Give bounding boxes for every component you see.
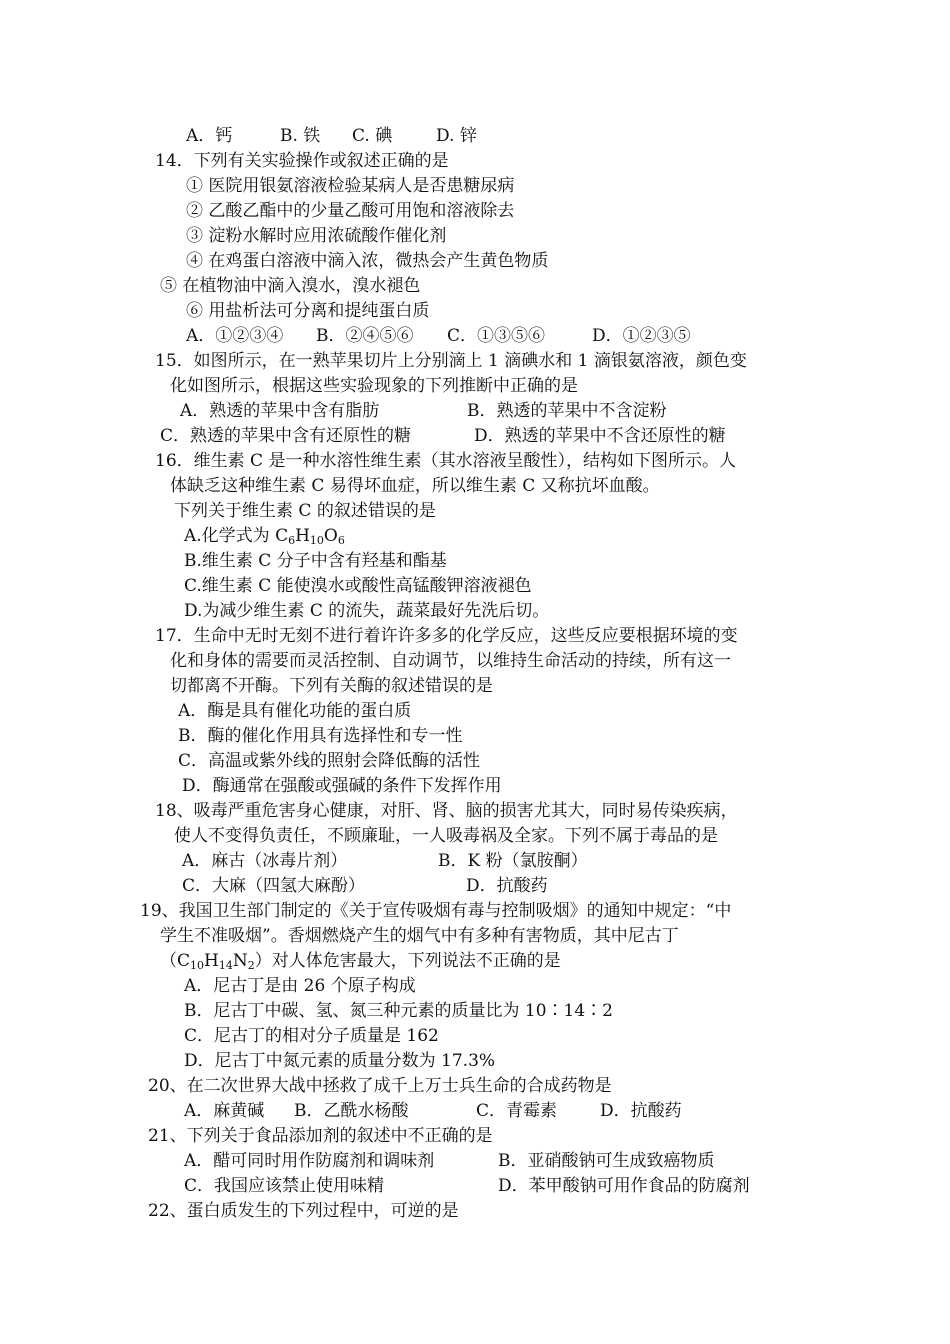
q19-stem-line2: 学生不准吸烟”。香烟燃烧产生的烟气中有多种有害物质，其中尼古丁 bbox=[160, 926, 679, 946]
q18-option-d: D．抗酸药 bbox=[466, 876, 548, 896]
q21-option-b: B．亚硝酸钠可生成致癌物质 bbox=[498, 1151, 715, 1171]
q19-option-b: B．尼古丁中碳、氢、氮三种元素的质量比为 10∶14∶2 bbox=[184, 1001, 613, 1021]
q18-option-c: C．大麻（四氢大麻酚） bbox=[182, 876, 366, 896]
q15-option-a: A．熟透的苹果中含有脂肪 bbox=[180, 401, 380, 421]
q16-stem-line3: 下列关于维生素 C 的叙述错误的是 bbox=[174, 501, 436, 521]
q14-item-1: ① 医院用银氨溶液检验某病人是否患糖尿病 bbox=[186, 176, 515, 196]
q20-stem: 20、在二次世界大战中拯救了成千上万士兵生命的合成药物是 bbox=[148, 1076, 612, 1096]
q15-option-c: C．熟透的苹果中含有还原性的糖 bbox=[160, 426, 412, 446]
q17-option-a: A．酶是具有催化功能的蛋白质 bbox=[178, 701, 412, 721]
q14-item-2: ② 乙酸乙酯中的少量乙酸可用饱和溶液除去 bbox=[186, 201, 515, 221]
q14-options bbox=[186, 324, 691, 348]
q17-stem-line3: 切都离不开酶。下列有关酶的叙述错误的是 bbox=[170, 676, 493, 696]
q18-option-a: A．麻古（冰毒片剂） bbox=[182, 851, 348, 871]
q17-stem-line1: 17．生命中无时无刻不进行着许许多多的化学反应，这些反应要根据环境的变 bbox=[155, 626, 738, 646]
q21-option-a: A．醋可同时用作防腐剂和调味剂 bbox=[184, 1151, 435, 1171]
q20-option-c: C．青霉素 bbox=[476, 1101, 558, 1121]
q21-options-row2 bbox=[184, 1174, 750, 1198]
q20-options bbox=[184, 1099, 682, 1123]
q14-item-3: ③ 淀粉水解时应用浓硫酸作催化剂 bbox=[186, 226, 447, 246]
q20-option-a: A．麻黄碱 bbox=[184, 1101, 265, 1121]
q13-option-c: C. 碘 bbox=[352, 126, 393, 146]
q14-item-4: ④ 在鸡蛋白溶液中滴入浓，微热会产生黄色物质 bbox=[186, 251, 549, 271]
q18-option-b: B．K 粉（氯胺酮） bbox=[438, 851, 588, 871]
q16-stem-line1: 16．维生素 C 是一种水溶性维生素（其水溶液呈酸性），结构如下图所示。人 bbox=[155, 451, 736, 471]
q18-stem-line2: 使人不变得负责任，不顾廉耻，一人吸毒祸及全家。下列不属于毒品的是 bbox=[174, 826, 718, 846]
q20-option-b: B．乙酰水杨酸 bbox=[294, 1101, 409, 1121]
q15-options-row1 bbox=[180, 399, 667, 423]
q19-option-d: D．尼古丁中氮元素的质量分数为 17.3% bbox=[184, 1051, 496, 1071]
q14-item-5: ⑤ 在植物油中滴入溴水，溴水褪色 bbox=[160, 276, 421, 296]
q18-options-row2 bbox=[182, 874, 548, 898]
q13-options bbox=[186, 124, 477, 148]
q15-stem-line2: 化如图所示，根据这些实验现象的下列推断中正确的是 bbox=[170, 376, 578, 396]
q19-stem-line3: $(C_{10}H_{14}N_2)$对人体危害最大，下列说法不正确的是 bbox=[160, 951, 561, 972]
q19-option-a: A．尼古丁是由 26 个原子构成 bbox=[184, 976, 416, 996]
q19-stem-line1: 19、我国卫生部门制定的《关于宣传吸烟有毒与控制吸烟》的通知中规定：“中 bbox=[140, 901, 732, 921]
q17-option-b: B．酶的催化作用具有选择性和专一性 bbox=[178, 726, 463, 746]
q21-options-row1 bbox=[184, 1149, 715, 1173]
q13-option-a: A．钙 bbox=[186, 126, 233, 146]
q14-option-a: A．①②③④ bbox=[186, 326, 284, 346]
q17-stem-line2: 化和身体的需要而灵活控制、自动调节，以维持生命活动的持续，所有这一 bbox=[170, 651, 731, 671]
q15-option-d: D．熟透的苹果中不含还原性的糖 bbox=[474, 426, 726, 446]
q21-option-d: D．苯甲酸钠可用作食品的防腐剂 bbox=[498, 1176, 750, 1196]
q15-options-row2 bbox=[160, 424, 726, 448]
q16-option-a: A.化学式为 $C_6H_{10}O_6$ bbox=[184, 526, 345, 547]
q20-option-d: D．抗酸药 bbox=[600, 1101, 682, 1121]
q21-stem: 21、下列关于食品添加剂的叙述中不正确的是 bbox=[148, 1126, 493, 1146]
q14-stem: 14．下列有关实验操作或叙述正确的是 bbox=[155, 151, 449, 171]
q19-option-c: C．尼古丁的相对分子质量是 162 bbox=[184, 1026, 439, 1046]
q14-option-b: B．②④⑤⑥ bbox=[316, 326, 414, 346]
q14-option-d: D．①②③⑤ bbox=[592, 326, 691, 346]
q14-option-c: C．①③⑤⑥ bbox=[447, 326, 546, 346]
q17-option-c: C．高温或紫外线的照射会降低酶的活性 bbox=[178, 751, 481, 771]
q16-option-c: C.维生素 C 能使溴水或酸性高锰酸钾溶液褪色 bbox=[184, 576, 532, 596]
q16-option-b: B.维生素 C 分子中含有羟基和酯基 bbox=[184, 551, 447, 571]
q13-option-b: B. 铁 bbox=[280, 126, 321, 146]
q15-stem-line1: 15．如图所示，在一熟苹果切片上分别滴上 1 滴碘水和 1 滴银氨溶液，颜色变 bbox=[155, 351, 747, 371]
q17-option-d: D．酶通常在强酸或强碱的条件下发挥作用 bbox=[182, 776, 502, 796]
q15-option-b: B．熟透的苹果中不含淀粉 bbox=[467, 401, 667, 421]
q18-options-row1 bbox=[182, 849, 588, 873]
q14-item-6: ⑥ 用盐析法可分离和提纯蛋白质 bbox=[186, 301, 430, 321]
q16-option-d: D.为减少维生素 C 的流失，蔬菜最好先洗后切。 bbox=[184, 601, 550, 621]
q16-stem-line2: 体缺乏这种维生素 C 易得坏血症，所以维生素 C 又称抗坏血酸。 bbox=[170, 476, 660, 496]
q21-option-c: C．我国应该禁止使用味精 bbox=[184, 1176, 385, 1196]
q13-option-d: D. 锌 bbox=[436, 126, 477, 146]
q22-stem: 22、蛋白质发生的下列过程中，可逆的是 bbox=[148, 1201, 459, 1221]
q18-stem-line1: 18、吸毒严重危害身心健康，对肝、肾、脑的损害尤其大，同时易传染疾病， bbox=[155, 801, 738, 821]
